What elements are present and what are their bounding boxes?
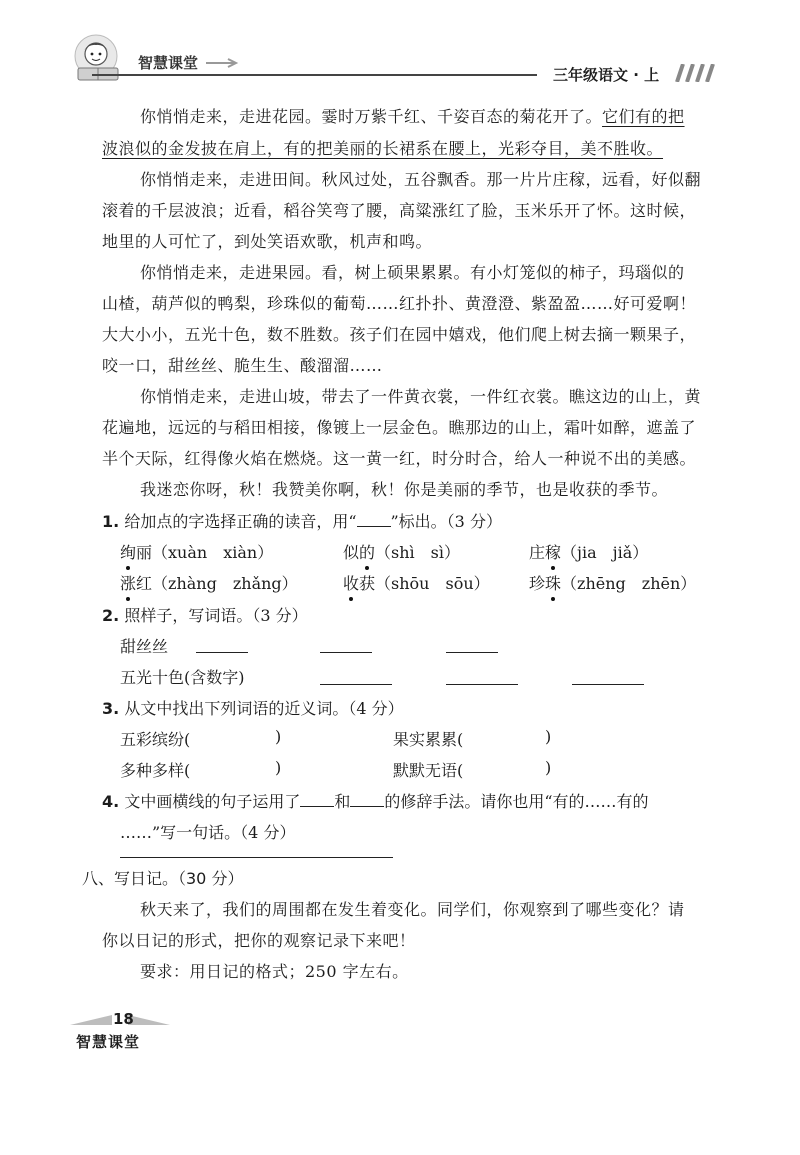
section-8-text: 秋天来了，我们的周围都在发生着变化。同学们，你观察到了哪些变化？请 bbox=[140, 900, 685, 919]
section-8-title: 八、写日记。（30 分） bbox=[82, 869, 244, 888]
synonym-close: ) bbox=[275, 758, 282, 777]
answer-line[interactable] bbox=[320, 684, 392, 685]
question-1-prompt: 1. 给加点的字选择正确的读音，用“ ”标出。（3 分） bbox=[102, 512, 502, 531]
synonym-item[interactable]: 多种多样( bbox=[120, 761, 191, 780]
example-word: 五光十色(含数字) bbox=[120, 668, 245, 687]
question-3-prompt: 3. 从文中找出下列词语的近义词。（4 分） bbox=[102, 699, 404, 718]
question-4-prompt-line2: ……”写一句话。（4 分） bbox=[120, 823, 296, 842]
footer-brand: 智慧课堂 bbox=[76, 1033, 141, 1051]
synonym-close: ) bbox=[275, 727, 282, 746]
synonym-item[interactable]: 五彩缤纷( bbox=[120, 730, 191, 749]
synonym-close: ) bbox=[545, 758, 552, 777]
passage-line: 咬一口，甜丝丝、脆生生、酸溜溜…… bbox=[102, 356, 383, 375]
pinyin-item[interactable]: 珍珠（zhēng zhēn） bbox=[529, 571, 696, 594]
header-brand: 智慧课堂 bbox=[138, 54, 199, 72]
pinyin-item[interactable]: 涨红（zhàng zhǎng） bbox=[120, 571, 298, 594]
answer-line[interactable] bbox=[446, 652, 498, 653]
passage-line: 你悄悄走来，走进花园。霎时万紫千红、千姿百态的菊花开了。它们有的把 bbox=[140, 107, 685, 126]
mascot-logo-icon bbox=[66, 32, 130, 86]
passage-line: 滚着的千层波浪；近看，稻谷笑弯了腰，高粱涨红了脸，玉米乐开了怀。这时候， bbox=[102, 201, 697, 220]
header-arrow-icon bbox=[206, 58, 242, 68]
header-subject: 三年级语文 · 上 bbox=[553, 66, 660, 84]
passage-line: 我迷恋你呀，秋！我赞美你啊，秋！你是美丽的季节，也是收获的季节。 bbox=[140, 480, 669, 499]
passage-line: 大大小小，五光十色，数不胜数。孩子们在园中嬉戏，他们爬上树去摘一颗果子， bbox=[102, 325, 697, 344]
synonym-close: ) bbox=[545, 727, 552, 746]
pinyin-item[interactable]: 似的（shì sì） bbox=[343, 540, 460, 563]
example-word: 甜丝丝 bbox=[120, 637, 169, 656]
answer-line[interactable] bbox=[196, 652, 248, 653]
page-number: 18 bbox=[113, 1010, 134, 1028]
answer-line[interactable] bbox=[120, 857, 393, 858]
answer-blank[interactable] bbox=[350, 806, 384, 807]
question-4-prompt: 4. 文中画横线的句子运用了 和 的修辞手法。请你也用“有的……有的 bbox=[102, 792, 649, 811]
pinyin-item[interactable]: 收获（shōu sōu） bbox=[343, 571, 490, 594]
section-8-requirement: 要求：用日记的格式；250 字左右。 bbox=[140, 962, 409, 981]
answer-line[interactable] bbox=[320, 652, 372, 653]
answer-line[interactable] bbox=[446, 684, 518, 685]
synonym-item[interactable]: 默默无语( bbox=[393, 761, 464, 780]
synonym-item[interactable]: 果实累累( bbox=[393, 730, 464, 749]
pinyin-item[interactable]: 绚丽（xuàn xiàn） bbox=[120, 540, 273, 563]
header-rule bbox=[92, 74, 537, 76]
passage-line: 你悄悄走来，走进山坡，带去了一件黄衣裳，一件红衣裳。瞧这边的山上，黄 bbox=[140, 387, 702, 406]
passage-line: 花遍地，远远的与稻田相接，像镀上一层金色。瞧那边的山上，霜叶如醉，遮盖了 bbox=[102, 418, 697, 437]
passage-line: 波浪似的金发披在肩上，有的把美丽的长裙系在腰上，光彩夺目，美不胜收。 bbox=[102, 139, 664, 158]
header-stripes-icon bbox=[671, 64, 717, 82]
answer-line[interactable] bbox=[572, 684, 644, 685]
section-8-text: 你以日记的形式，把你的观察记录下来吧！ bbox=[102, 931, 416, 950]
passage-line: 山楂，葫芦似的鸭梨，珍珠似的葡萄……红扑扑、黄澄澄、紫盈盈……好可爱啊！ bbox=[102, 294, 697, 313]
passage-line: 半个天际，红得像火焰在燃烧。这一黄一红，时分时合，给人一种说不出的美感。 bbox=[102, 449, 697, 468]
answer-blank[interactable] bbox=[300, 806, 334, 807]
passage-line: 你悄悄走来，走进果园。看，树上硕果累累。有小灯笼似的柿子，玛瑙似的 bbox=[140, 263, 685, 282]
passage-line: 地里的人可忙了，到处笑语欢歌，机声和鸣。 bbox=[102, 232, 433, 251]
question-2-prompt: 2. 照样子，写词语。（3 分） bbox=[102, 606, 308, 625]
passage-line: 你悄悄走来，走进田间。秋风过处，五谷飘香。那一片片庄稼，远看，好似翻 bbox=[140, 170, 702, 189]
answer-mark-blank bbox=[357, 526, 391, 527]
pinyin-item[interactable]: 庄稼（jia jiǎ） bbox=[529, 540, 648, 563]
